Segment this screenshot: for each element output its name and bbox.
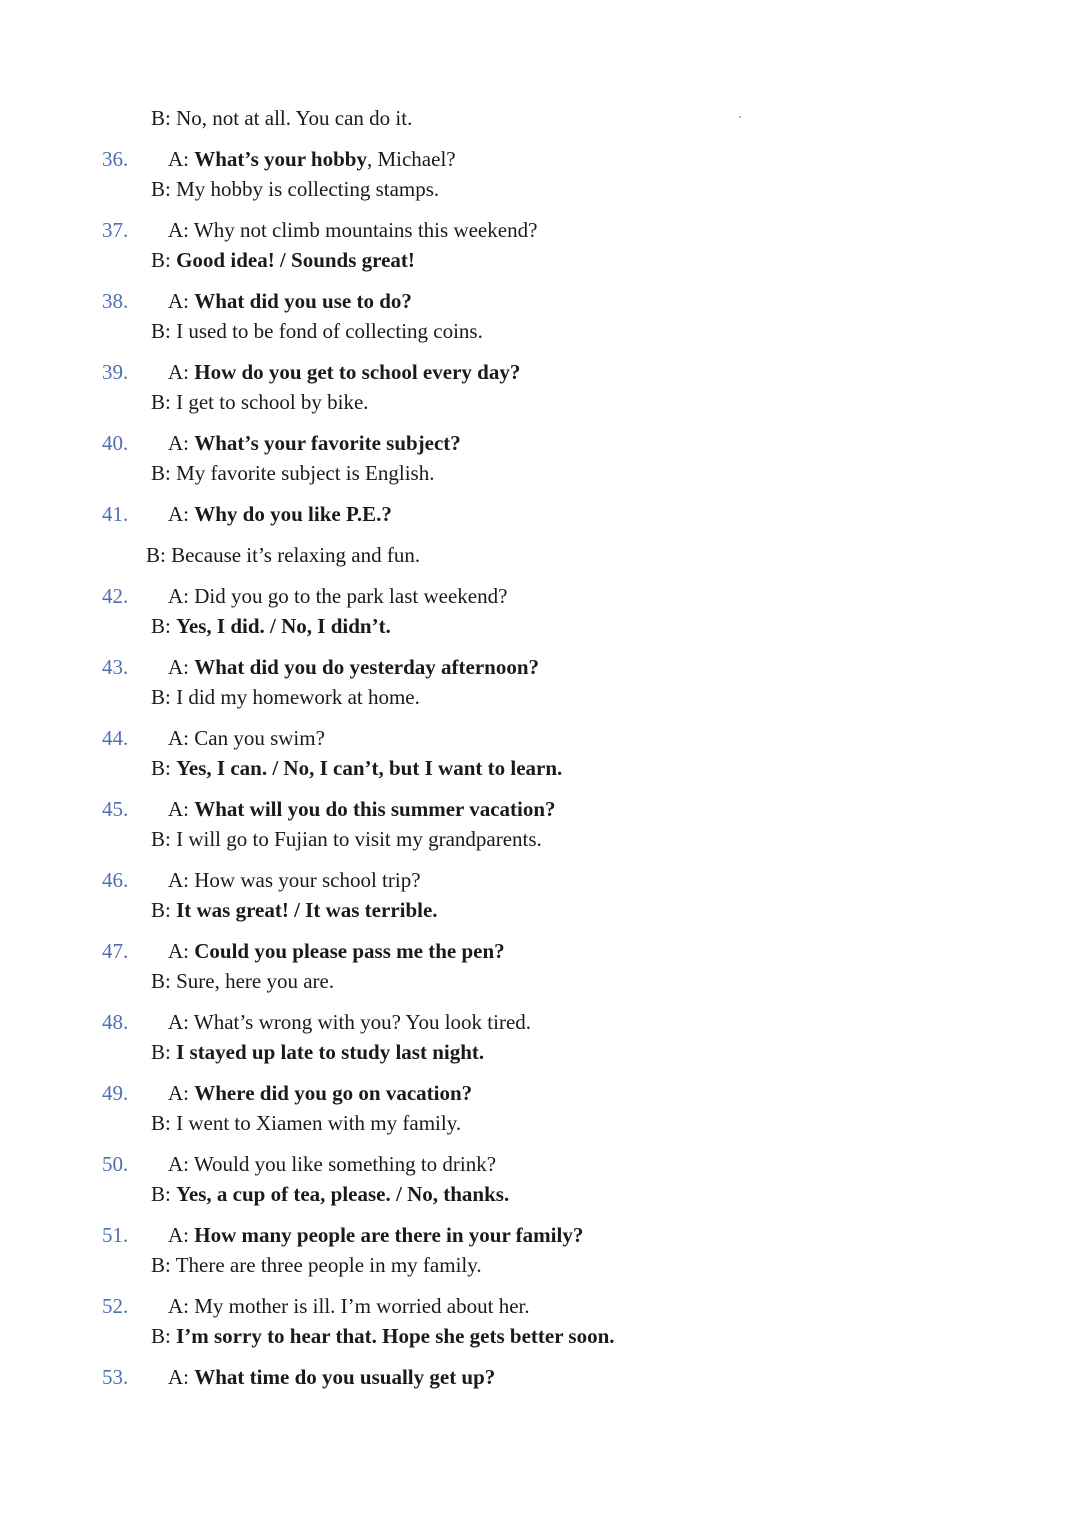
item-number: 46. bbox=[102, 868, 129, 892]
speaker-label: A: bbox=[168, 147, 195, 171]
item-number: 48. bbox=[102, 1010, 129, 1034]
question-text: , Michael? bbox=[366, 147, 456, 171]
speaker-label: B: bbox=[151, 898, 177, 922]
question-line bbox=[168, 795, 556, 823]
reply-text: I will go to Fujian to visit my grandparents. bbox=[176, 827, 542, 851]
reply-line bbox=[151, 612, 391, 640]
speaker-label: B: bbox=[151, 390, 177, 414]
question-line bbox=[168, 1363, 495, 1391]
speaker-label: A: bbox=[168, 584, 195, 608]
item-number: 50. bbox=[102, 1152, 129, 1176]
reply-line bbox=[151, 1180, 509, 1208]
question-line bbox=[168, 1079, 472, 1107]
item-number: 38. bbox=[102, 289, 129, 313]
answer-text-bold: Where did you go on vacation? bbox=[194, 1081, 473, 1105]
question-line bbox=[168, 1008, 531, 1036]
answer-text-bold: Yes, a cup of tea, please. / No, thanks. bbox=[176, 1182, 510, 1206]
speaker-label: A: bbox=[168, 218, 194, 242]
question-text: How was your school trip? bbox=[194, 868, 421, 892]
speaker-label: B: bbox=[146, 543, 172, 567]
speaker-label: A: bbox=[168, 502, 195, 526]
answer-text-bold: How many people are there in your family? bbox=[194, 1223, 584, 1247]
reply-line bbox=[151, 175, 439, 203]
question-line bbox=[168, 429, 461, 457]
answer-text-bold: It was great! / It was terrible. bbox=[176, 898, 438, 922]
speaker-label: B: bbox=[151, 106, 177, 130]
speaker-label: B: bbox=[151, 177, 177, 201]
answer-text-bold: I stayed up late to study last night. bbox=[176, 1040, 485, 1064]
question-text: What’s wrong with you? You look tired. bbox=[193, 1010, 532, 1034]
answer-text-bold: What’s your hobby bbox=[194, 147, 367, 171]
reply-line bbox=[146, 541, 420, 569]
speaker-label: B: bbox=[151, 969, 177, 993]
reply-line bbox=[151, 1038, 484, 1066]
answer-text-bold: What time do you usually get up? bbox=[194, 1365, 496, 1389]
speaker-label: A: bbox=[168, 1010, 194, 1034]
question-text: Why not climb mountains this weekend? bbox=[193, 218, 538, 242]
item-number: 40. bbox=[102, 431, 129, 455]
speaker-label: B: bbox=[151, 248, 177, 272]
answer-text-bold: Yes, I can. / No, I can’t, but I want to learn. bbox=[176, 756, 563, 780]
answer-text-bold: I’m sorry to hear that. Hope she gets better soon. bbox=[176, 1324, 615, 1348]
answer-text-bold: Could you please pass me the pen? bbox=[194, 939, 505, 963]
speaker-label: B: bbox=[151, 319, 177, 343]
item-number: 41. bbox=[102, 502, 129, 526]
speaker-label: A: bbox=[168, 655, 195, 679]
reply-text: I did my homework at home. bbox=[176, 685, 420, 709]
speaker-label: B: bbox=[151, 685, 177, 709]
reply-line bbox=[151, 825, 542, 853]
speaker-label: A: bbox=[168, 360, 195, 384]
question-text: Would you like something to drink? bbox=[193, 1152, 497, 1176]
question-text: Did you go to the park last weekend? bbox=[194, 584, 508, 608]
item-number: 37. bbox=[102, 218, 129, 242]
speaker-label: A: bbox=[168, 1365, 195, 1389]
question-line bbox=[168, 653, 539, 681]
item-number: 49. bbox=[102, 1081, 129, 1105]
item-number: 42. bbox=[102, 584, 129, 608]
item-number: 43. bbox=[102, 655, 129, 679]
question-line bbox=[168, 216, 537, 244]
question-line bbox=[168, 1150, 496, 1178]
top-reply-line bbox=[151, 104, 412, 132]
reply-text: Sure, here you are. bbox=[176, 969, 335, 993]
speaker-label: B: bbox=[151, 614, 177, 638]
reply-text: I used to be fond of collecting coins. bbox=[176, 319, 483, 343]
item-number: 36. bbox=[102, 147, 129, 171]
question-line bbox=[168, 1292, 530, 1320]
question-line bbox=[168, 358, 520, 386]
answer-text-bold: What will you do this summer vacation? bbox=[194, 797, 556, 821]
speaker-label: A: bbox=[168, 1223, 195, 1247]
speaker-label: A: bbox=[168, 726, 195, 750]
question-text: My mother is ill. I’m worried about her. bbox=[194, 1294, 530, 1318]
question-line bbox=[168, 937, 505, 965]
speaker-label: B: bbox=[151, 827, 177, 851]
answer-text-bold: What did you use to do? bbox=[194, 289, 412, 313]
question-line bbox=[168, 287, 412, 315]
stray-dot bbox=[739, 116, 741, 118]
speaker-label: B: bbox=[151, 1040, 177, 1064]
reply-line bbox=[151, 317, 483, 345]
speaker-label: B: bbox=[151, 1182, 177, 1206]
speaker-label: A: bbox=[168, 1081, 195, 1105]
question-line bbox=[168, 724, 325, 752]
reply-line bbox=[151, 754, 562, 782]
speaker-label: B: bbox=[151, 1253, 176, 1277]
reply-line bbox=[151, 967, 334, 995]
answer-text-bold: Why do you like P.E.? bbox=[194, 502, 392, 526]
reply-line bbox=[151, 1322, 615, 1350]
reply-text: My favorite subject is English. bbox=[176, 461, 435, 485]
reply-text: No, not at all. You can do it. bbox=[176, 106, 413, 130]
question-line bbox=[168, 582, 507, 610]
speaker-label: A: bbox=[168, 1294, 195, 1318]
answer-text-bold: Yes, I did. / No, I didn’t. bbox=[176, 614, 391, 638]
speaker-label: B: bbox=[151, 1111, 177, 1135]
question-text: Can you swim? bbox=[194, 726, 325, 750]
speaker-label: A: bbox=[168, 939, 195, 963]
reply-line bbox=[151, 388, 369, 416]
reply-line bbox=[151, 246, 415, 274]
reply-line bbox=[151, 1251, 482, 1279]
answer-text-bold: Good idea! / Sounds great! bbox=[176, 248, 415, 272]
item-number: 44. bbox=[102, 726, 129, 750]
speaker-label: B: bbox=[151, 756, 177, 780]
item-number: 39. bbox=[102, 360, 129, 384]
item-number: 52. bbox=[102, 1294, 129, 1318]
reply-line bbox=[151, 459, 434, 487]
speaker-label: B: bbox=[151, 461, 177, 485]
reply-text: I get to school by bike. bbox=[176, 390, 369, 414]
reply-text: Because it’s relaxing and fun. bbox=[171, 543, 421, 567]
reply-line bbox=[151, 896, 438, 924]
item-number: 47. bbox=[102, 939, 129, 963]
reply-text: My hobby is collecting stamps. bbox=[176, 177, 440, 201]
reply-text: There are three people in my family. bbox=[175, 1253, 482, 1277]
speaker-label: A: bbox=[168, 1152, 194, 1176]
speaker-label: A: bbox=[168, 797, 195, 821]
question-line bbox=[168, 145, 456, 173]
speaker-label: A: bbox=[168, 289, 195, 313]
reply-line bbox=[151, 683, 420, 711]
answer-text-bold: What did you do yesterday afternoon? bbox=[194, 655, 540, 679]
reply-line bbox=[151, 1109, 461, 1137]
question-line bbox=[168, 866, 421, 894]
speaker-label: A: bbox=[168, 431, 195, 455]
question-line bbox=[168, 500, 392, 528]
reply-text: I went to Xiamen with my family. bbox=[176, 1111, 462, 1135]
answer-text-bold: What’s your favorite subject? bbox=[194, 431, 461, 455]
item-number: 45. bbox=[102, 797, 129, 821]
speaker-label: A: bbox=[168, 868, 195, 892]
speaker-label: B: bbox=[151, 1324, 177, 1348]
item-number: 51. bbox=[102, 1223, 129, 1247]
question-line bbox=[168, 1221, 583, 1249]
item-number: 53. bbox=[102, 1365, 129, 1389]
answer-text-bold: How do you get to school every day? bbox=[194, 360, 521, 384]
